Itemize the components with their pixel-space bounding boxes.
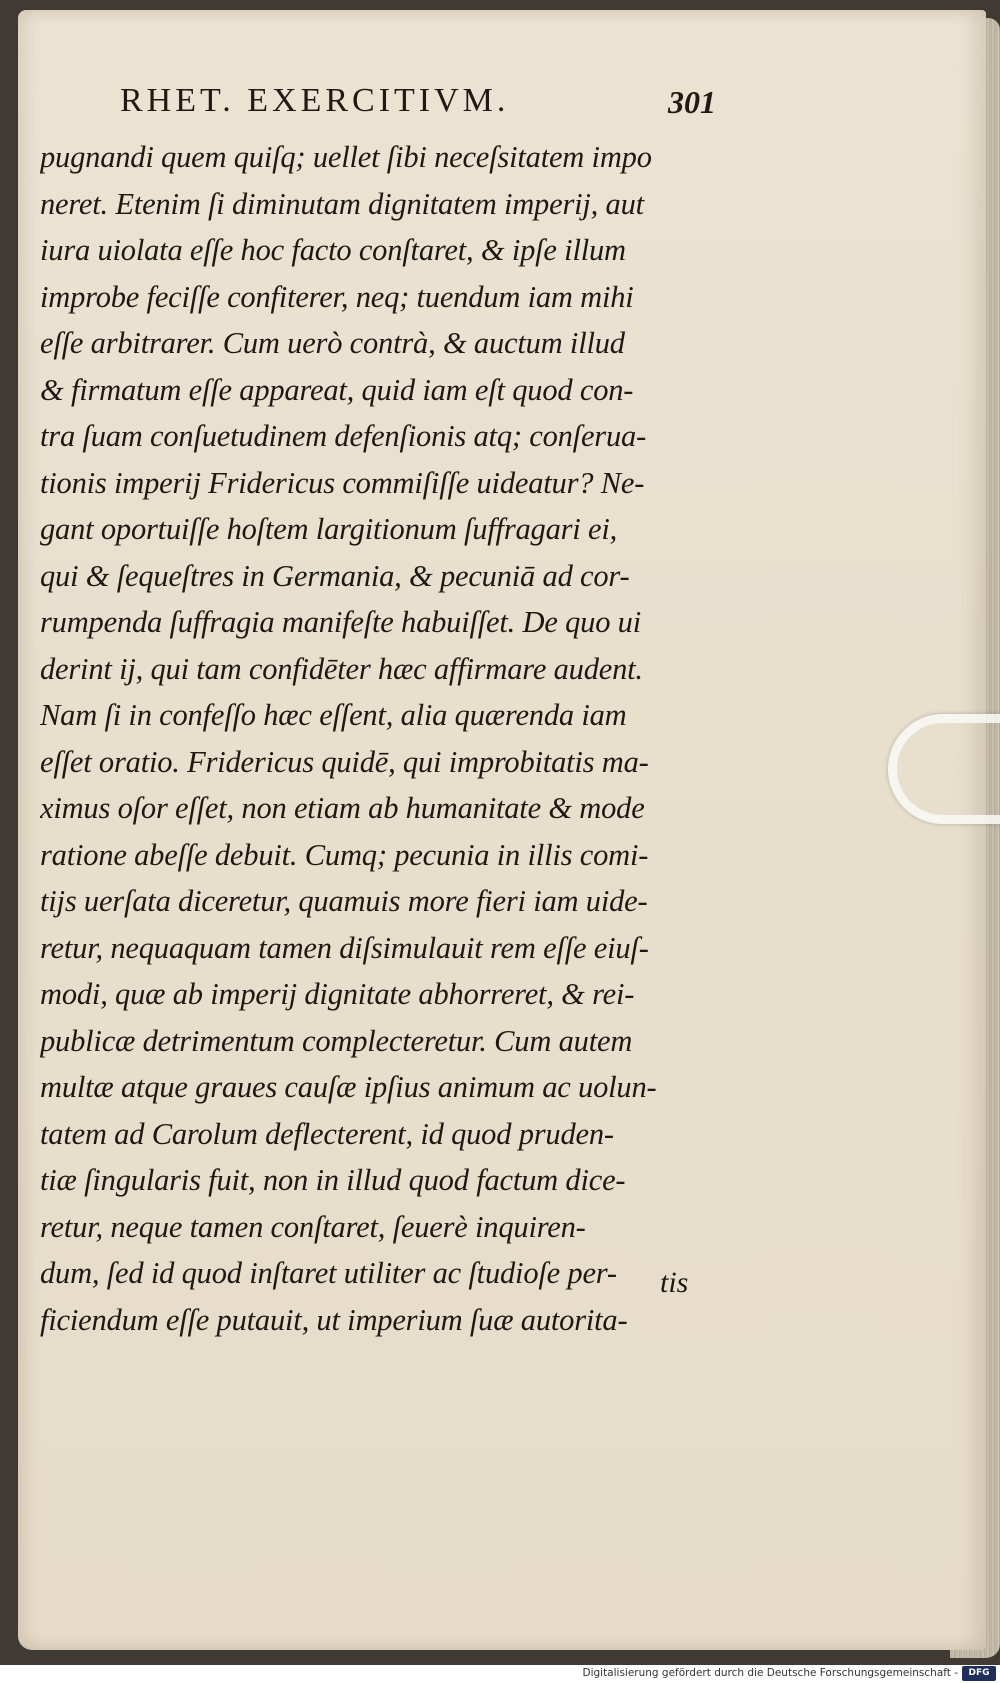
running-head: RHET. EXERCITIVM.: [120, 82, 510, 119]
text-line: retur, nequaquam tamen diſsimulauit rem eſſe eiuſ-: [40, 930, 649, 965]
text-line: eſſe arbitrarer. Cum uerò contrà, & auctum illud: [40, 326, 625, 360]
text-line: improbe feciſſe confiterer, neq; tuendum iam mihi: [40, 279, 634, 314]
text-line: iura uiolata eſſe hoc facto conſtaret, & ipſe illum: [40, 233, 626, 267]
text-line: ratione abeſſe debuit. Cumq; pecunia in illis comi-: [40, 837, 649, 872]
page-number: 301: [668, 84, 716, 120]
text-line: qui & ſequeſtres in Germania, & pecuniā ad cor-: [40, 558, 630, 593]
text-line: ximus oſor eſſet, non etiam ab humanitate & mode: [40, 791, 645, 825]
text-line: modi, quæ ab imperij dignitate abhorreret, & rei-: [40, 977, 635, 1011]
text-line: & firmatum eſſe appareat, quid iam eſt quod con-: [40, 372, 634, 407]
text-line: tiæ ſingularis fuit, non in illud quod factum dice-: [40, 1163, 626, 1197]
text-line: tijs uerſata diceretur, quamuis more fieri iam uide-: [40, 884, 648, 918]
page-clip: [888, 714, 1000, 824]
dfg-logo: DFG: [962, 1666, 996, 1681]
text-line: publicæ detrimentum complecteretur. Cum autem: [40, 1023, 633, 1058]
text-line: rumpenda ſuffragia manifeſte habuiſſet. De quo ui: [40, 605, 641, 639]
text-line: multæ atque graues cauſæ ipſius animum ac uolun-: [40, 1070, 657, 1104]
text-line: dum, ſed id quod inſtaret utiliter ac ſtudioſe per-: [40, 1256, 617, 1290]
body-text: [40, 134, 730, 1343]
text-line: ficiendum eſſe putauit, ut imperium ſuæ autorita-: [40, 1302, 628, 1337]
text-line: eſſet oratio. Fridericus quidē, qui improbitatis ma-: [40, 744, 649, 779]
text-line: Nam ſi in confeſſo hæc eſſent, alia quærenda iam: [40, 698, 627, 732]
text-line: retur, neque tamen conſtaret, ſeuerè inquiren-: [40, 1209, 586, 1244]
text-line: tatem ad Carolum deflecterent, id quod pruden-: [40, 1116, 614, 1151]
footer-credit: Digitalisierung gefördert durch die Deutsche Forschungsgemeinschaft -: [582, 1667, 958, 1679]
text-line: gant oportuiſſe hoſtem largitionum ſuffragari ei,: [40, 512, 618, 546]
text-line: neret. Etenim ſi diminutam dignitatem imperij, aut: [40, 186, 644, 221]
catchword: tis: [660, 1266, 689, 1299]
text-line: derint ij, qui tam confidēter hæc affirmare audent.: [40, 651, 643, 686]
text-line: tionis imperij Fridericus commiſiſſe uideatur? Ne-: [40, 465, 645, 500]
text-line: pugnandi quem quiſq; uellet ſibi neceſsitatem impo: [40, 140, 652, 174]
text-line: tra ſuam conſuetudinem defenſionis atq; conſerua-: [40, 419, 647, 453]
